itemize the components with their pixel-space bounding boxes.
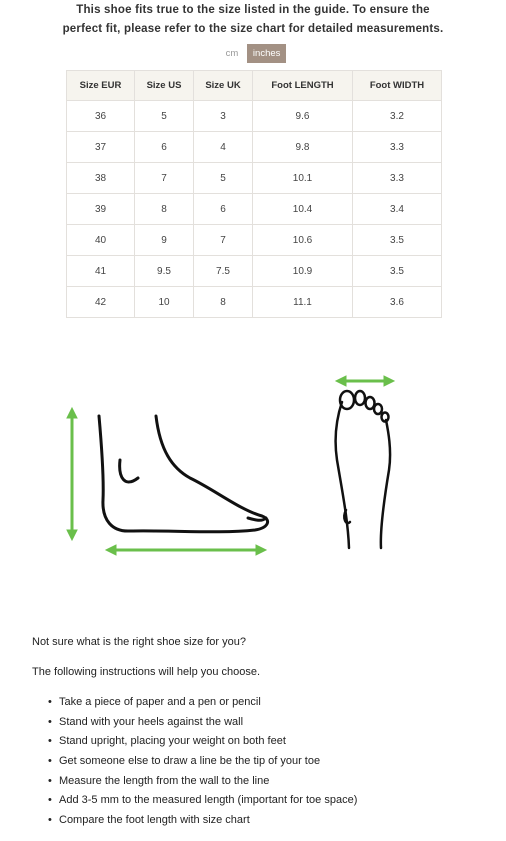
list-item	[48, 714, 357, 734]
unit-toggle	[0, 44, 506, 63]
cell-foot-width: 3.5	[353, 225, 442, 256]
unit-inches-button[interactable]: inches	[247, 44, 286, 63]
bullet-icon: •	[48, 696, 52, 708]
table-row	[67, 225, 442, 256]
guide-lead: The following instructions will help you choose.	[32, 666, 261, 678]
measure-steps-list	[48, 694, 357, 832]
cell-size-eur: 38	[67, 163, 135, 194]
cell-foot-length: 10.4	[253, 194, 353, 225]
header-size-us: Size US	[135, 71, 194, 101]
fit-intro	[0, 0, 506, 39]
list-item	[48, 733, 357, 753]
width-arrow-top-view	[336, 376, 394, 386]
size-chart-table	[66, 70, 442, 318]
cell-foot-width: 3.3	[353, 132, 442, 163]
length-arrow-vertical	[67, 408, 77, 540]
cell-size-us: 9	[135, 225, 194, 256]
list-item	[48, 792, 357, 812]
table-header-row	[67, 71, 442, 101]
table-row	[67, 101, 442, 132]
cell-size-uk: 7.5	[194, 256, 253, 287]
cell-size-eur: 41	[67, 256, 135, 287]
cell-size-us: 5	[135, 101, 194, 132]
table-row	[67, 287, 442, 318]
bullet-icon: •	[48, 814, 52, 827]
cell-size-eur: 36	[67, 101, 135, 132]
bullet-icon: •	[48, 794, 52, 807]
cell-size-us: 10	[135, 287, 194, 318]
cell-foot-width: 3.6	[353, 287, 442, 318]
bullet-icon: •	[48, 755, 52, 768]
unit-cm-button[interactable]: cm	[225, 48, 239, 59]
step-text: Add 3-5 mm to the measured length (important for toe space)	[59, 794, 358, 807]
step-text: Stand with your heels against the wall	[59, 715, 244, 728]
foot-measure-illustration	[0, 360, 506, 580]
bullet-icon: •	[48, 715, 52, 728]
cell-size-us: 9.5	[135, 256, 194, 287]
width-arrow-horizontal	[106, 545, 266, 555]
step-text: Stand upright, placing your weight on both feet	[59, 735, 286, 748]
cell-size-eur: 37	[67, 132, 135, 163]
table-row	[67, 256, 442, 287]
cell-size-uk: 4	[194, 132, 253, 163]
cell-size-uk: 8	[194, 287, 253, 318]
step-text: Take a piece of paper and a pen or pencil	[59, 696, 261, 708]
guide-intro	[32, 635, 260, 695]
header-foot-length: Foot LENGTH	[253, 71, 353, 101]
cell-size-us: 6	[135, 132, 194, 163]
list-item	[48, 773, 357, 793]
cell-foot-width: 3.2	[353, 101, 442, 132]
cell-size-eur: 39	[67, 194, 135, 225]
cell-size-uk: 6	[194, 194, 253, 225]
cell-foot-length: 10.9	[253, 256, 353, 287]
bullet-icon: •	[48, 735, 52, 748]
table-body	[67, 101, 442, 318]
table-row	[67, 163, 442, 194]
cell-foot-length: 10.6	[253, 225, 353, 256]
cell-size-uk: 3	[194, 101, 253, 132]
cell-foot-width: 3.5	[353, 256, 442, 287]
step-text: Compare the foot length with size chart	[59, 814, 250, 827]
cell-foot-length: 9.8	[253, 132, 353, 163]
foot-top-view	[336, 391, 390, 548]
step-text: Measure the length from the wall to the line	[59, 774, 270, 787]
cell-foot-width: 3.4	[353, 194, 442, 225]
step-text: Get someone else to draw a line be the tip of your toe	[59, 755, 321, 768]
header-foot-width: Foot WIDTH	[353, 71, 442, 101]
list-item	[48, 694, 357, 714]
table-row	[67, 194, 442, 225]
guide-question: Not sure what is the right shoe size for you?	[32, 636, 246, 648]
cell-foot-length: 11.1	[253, 287, 353, 318]
cell-size-eur: 42	[67, 287, 135, 318]
cell-foot-length: 10.1	[253, 163, 353, 194]
intro-line-1: This shoe fits true to the size listed in the guide. To ensure the	[76, 4, 430, 16]
cell-foot-length: 9.6	[253, 101, 353, 132]
table-row	[67, 132, 442, 163]
cell-size-us: 8	[135, 194, 194, 225]
bullet-icon: •	[48, 774, 52, 787]
list-item	[48, 812, 357, 832]
cell-size-eur: 40	[67, 225, 135, 256]
list-item	[48, 753, 357, 773]
cell-size-uk: 5	[194, 163, 253, 194]
cell-foot-width: 3.3	[353, 163, 442, 194]
header-size-uk: Size UK	[194, 71, 253, 101]
foot-side-view	[99, 416, 268, 532]
intro-line-2: perfect fit, please refer to the size chart for detailed measurements.	[62, 23, 444, 35]
cell-size-us: 7	[135, 163, 194, 194]
cell-size-uk: 7	[194, 225, 253, 256]
header-size-eur: Size EUR	[67, 71, 135, 101]
